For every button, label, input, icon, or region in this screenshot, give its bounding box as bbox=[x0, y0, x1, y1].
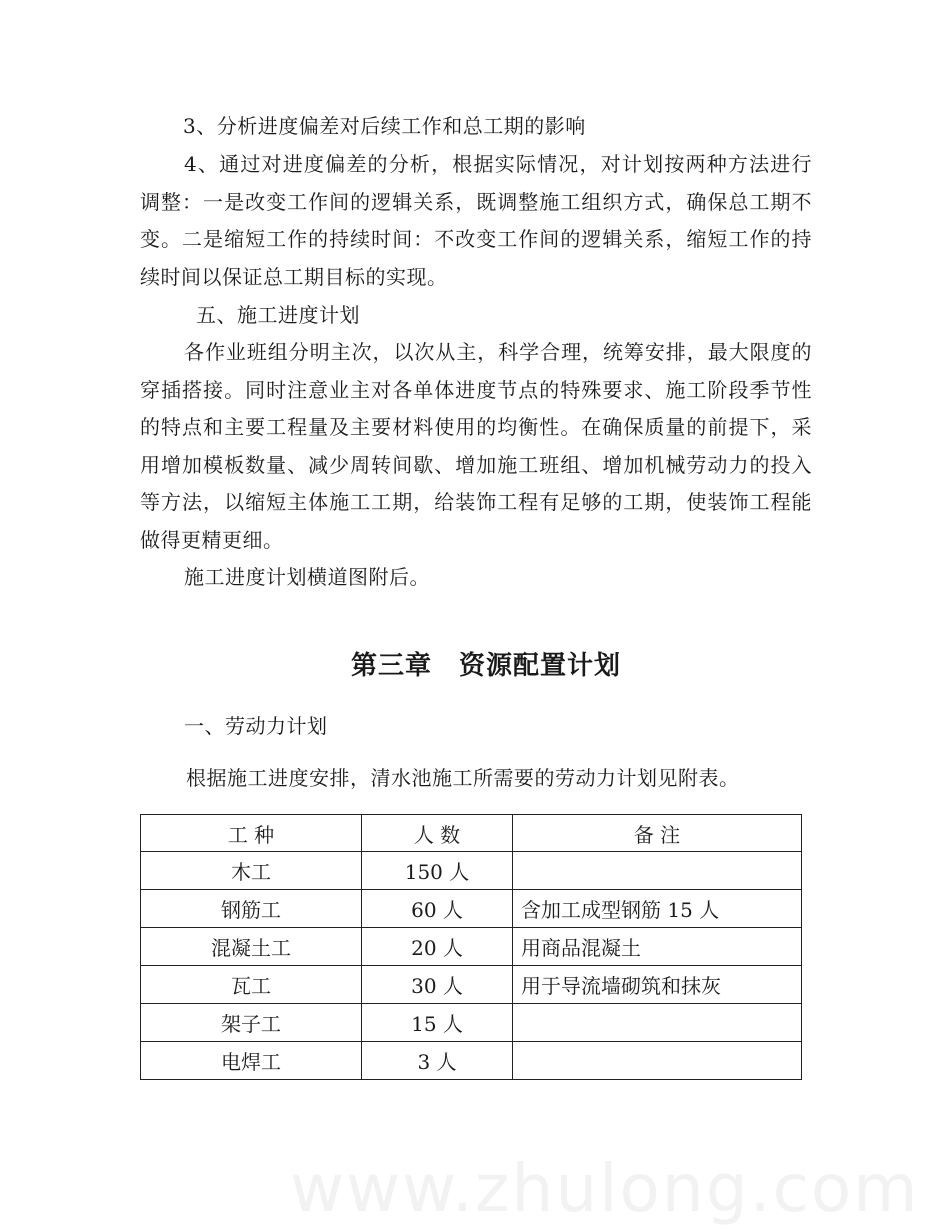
cell-trade: 电焊工 bbox=[141, 1042, 362, 1080]
cell-trade: 架子工 bbox=[141, 1004, 362, 1042]
cell-headcount: 15 人 bbox=[362, 1004, 513, 1042]
table-row bbox=[141, 890, 802, 928]
table-header-row bbox=[141, 815, 802, 852]
table-row bbox=[141, 966, 802, 1004]
table-row bbox=[141, 852, 802, 890]
cell-headcount: 60 人 bbox=[362, 890, 513, 928]
header-remarks: 备 注 bbox=[513, 815, 802, 852]
cell-headcount: 3 人 bbox=[362, 1042, 513, 1080]
cell-trade: 混凝土工 bbox=[141, 928, 362, 966]
cell-headcount: 30 人 bbox=[362, 966, 513, 1004]
labor-table bbox=[140, 814, 802, 1080]
cell-remarks bbox=[513, 1042, 802, 1080]
cell-trade: 瓦工 bbox=[141, 966, 362, 1004]
chapter-title: 第三章 资源配置计划 bbox=[350, 651, 621, 681]
watermark: www.zhulong.com bbox=[290, 1150, 920, 1227]
cell-remarks bbox=[513, 1004, 802, 1042]
section-heading-schedule: 五、施工进度计划 bbox=[196, 303, 360, 327]
cell-trade: 钢筋工 bbox=[141, 890, 362, 928]
labor-intro: 根据施工进度安排，清水池施工所需要的劳动力计划见附表。 bbox=[186, 766, 740, 790]
section-heading-labor: 一、劳动力计划 bbox=[184, 714, 328, 738]
table-row bbox=[141, 928, 802, 966]
paragraph-item-3: 3、分析进度偏差对后续工作和总工期的影响 bbox=[183, 114, 586, 138]
cell-headcount: 150 人 bbox=[362, 852, 513, 890]
cell-headcount: 20 人 bbox=[362, 928, 513, 966]
cell-remarks: 用商品混凝土 bbox=[513, 928, 802, 966]
header-headcount: 人 数 bbox=[362, 815, 513, 852]
cell-remarks bbox=[513, 852, 802, 890]
paragraph-schedule-description: 各作业班组分明主次，以次从主，科学合理，统筹安排，最大限度的穿插搭接。同时注意业主对各单体进度节点的特殊要求、施工阶段季节性的特点和主要工程量及主要材料使用的均衡性。在确保质量的前提下，采用增加模板数量、减少周转间歇、增加施工班组、增加机械劳动力的投入等方法，以缩短主体施工工期，给装饰工程有足够的工期，使装饰工程能做得更精更细。 bbox=[140, 340, 812, 552]
paragraph-gantt-note: 施工进度计划横道图附后。 bbox=[184, 565, 430, 589]
cell-trade: 木工 bbox=[141, 852, 362, 890]
header-trade: 工 种 bbox=[141, 815, 362, 852]
cell-remarks: 用于导流墙砌筑和抹灰 bbox=[513, 966, 802, 1004]
paragraph-item-4: 4、通过对进度偏差的分析，根据实际情况，对计划按两种方法进行调整：一是改变工作间的逻辑关系，既调整施工组织方式，确保总工期不变。二是缩短工作的持续时间：不改变工作间的逻辑关系，缩短工作的持续时间以保证总工期目标的实现。 bbox=[140, 152, 812, 289]
table-row bbox=[141, 1004, 802, 1042]
table-row bbox=[141, 1042, 802, 1080]
cell-remarks: 含加工成型钢筋 15 人 bbox=[513, 890, 802, 928]
